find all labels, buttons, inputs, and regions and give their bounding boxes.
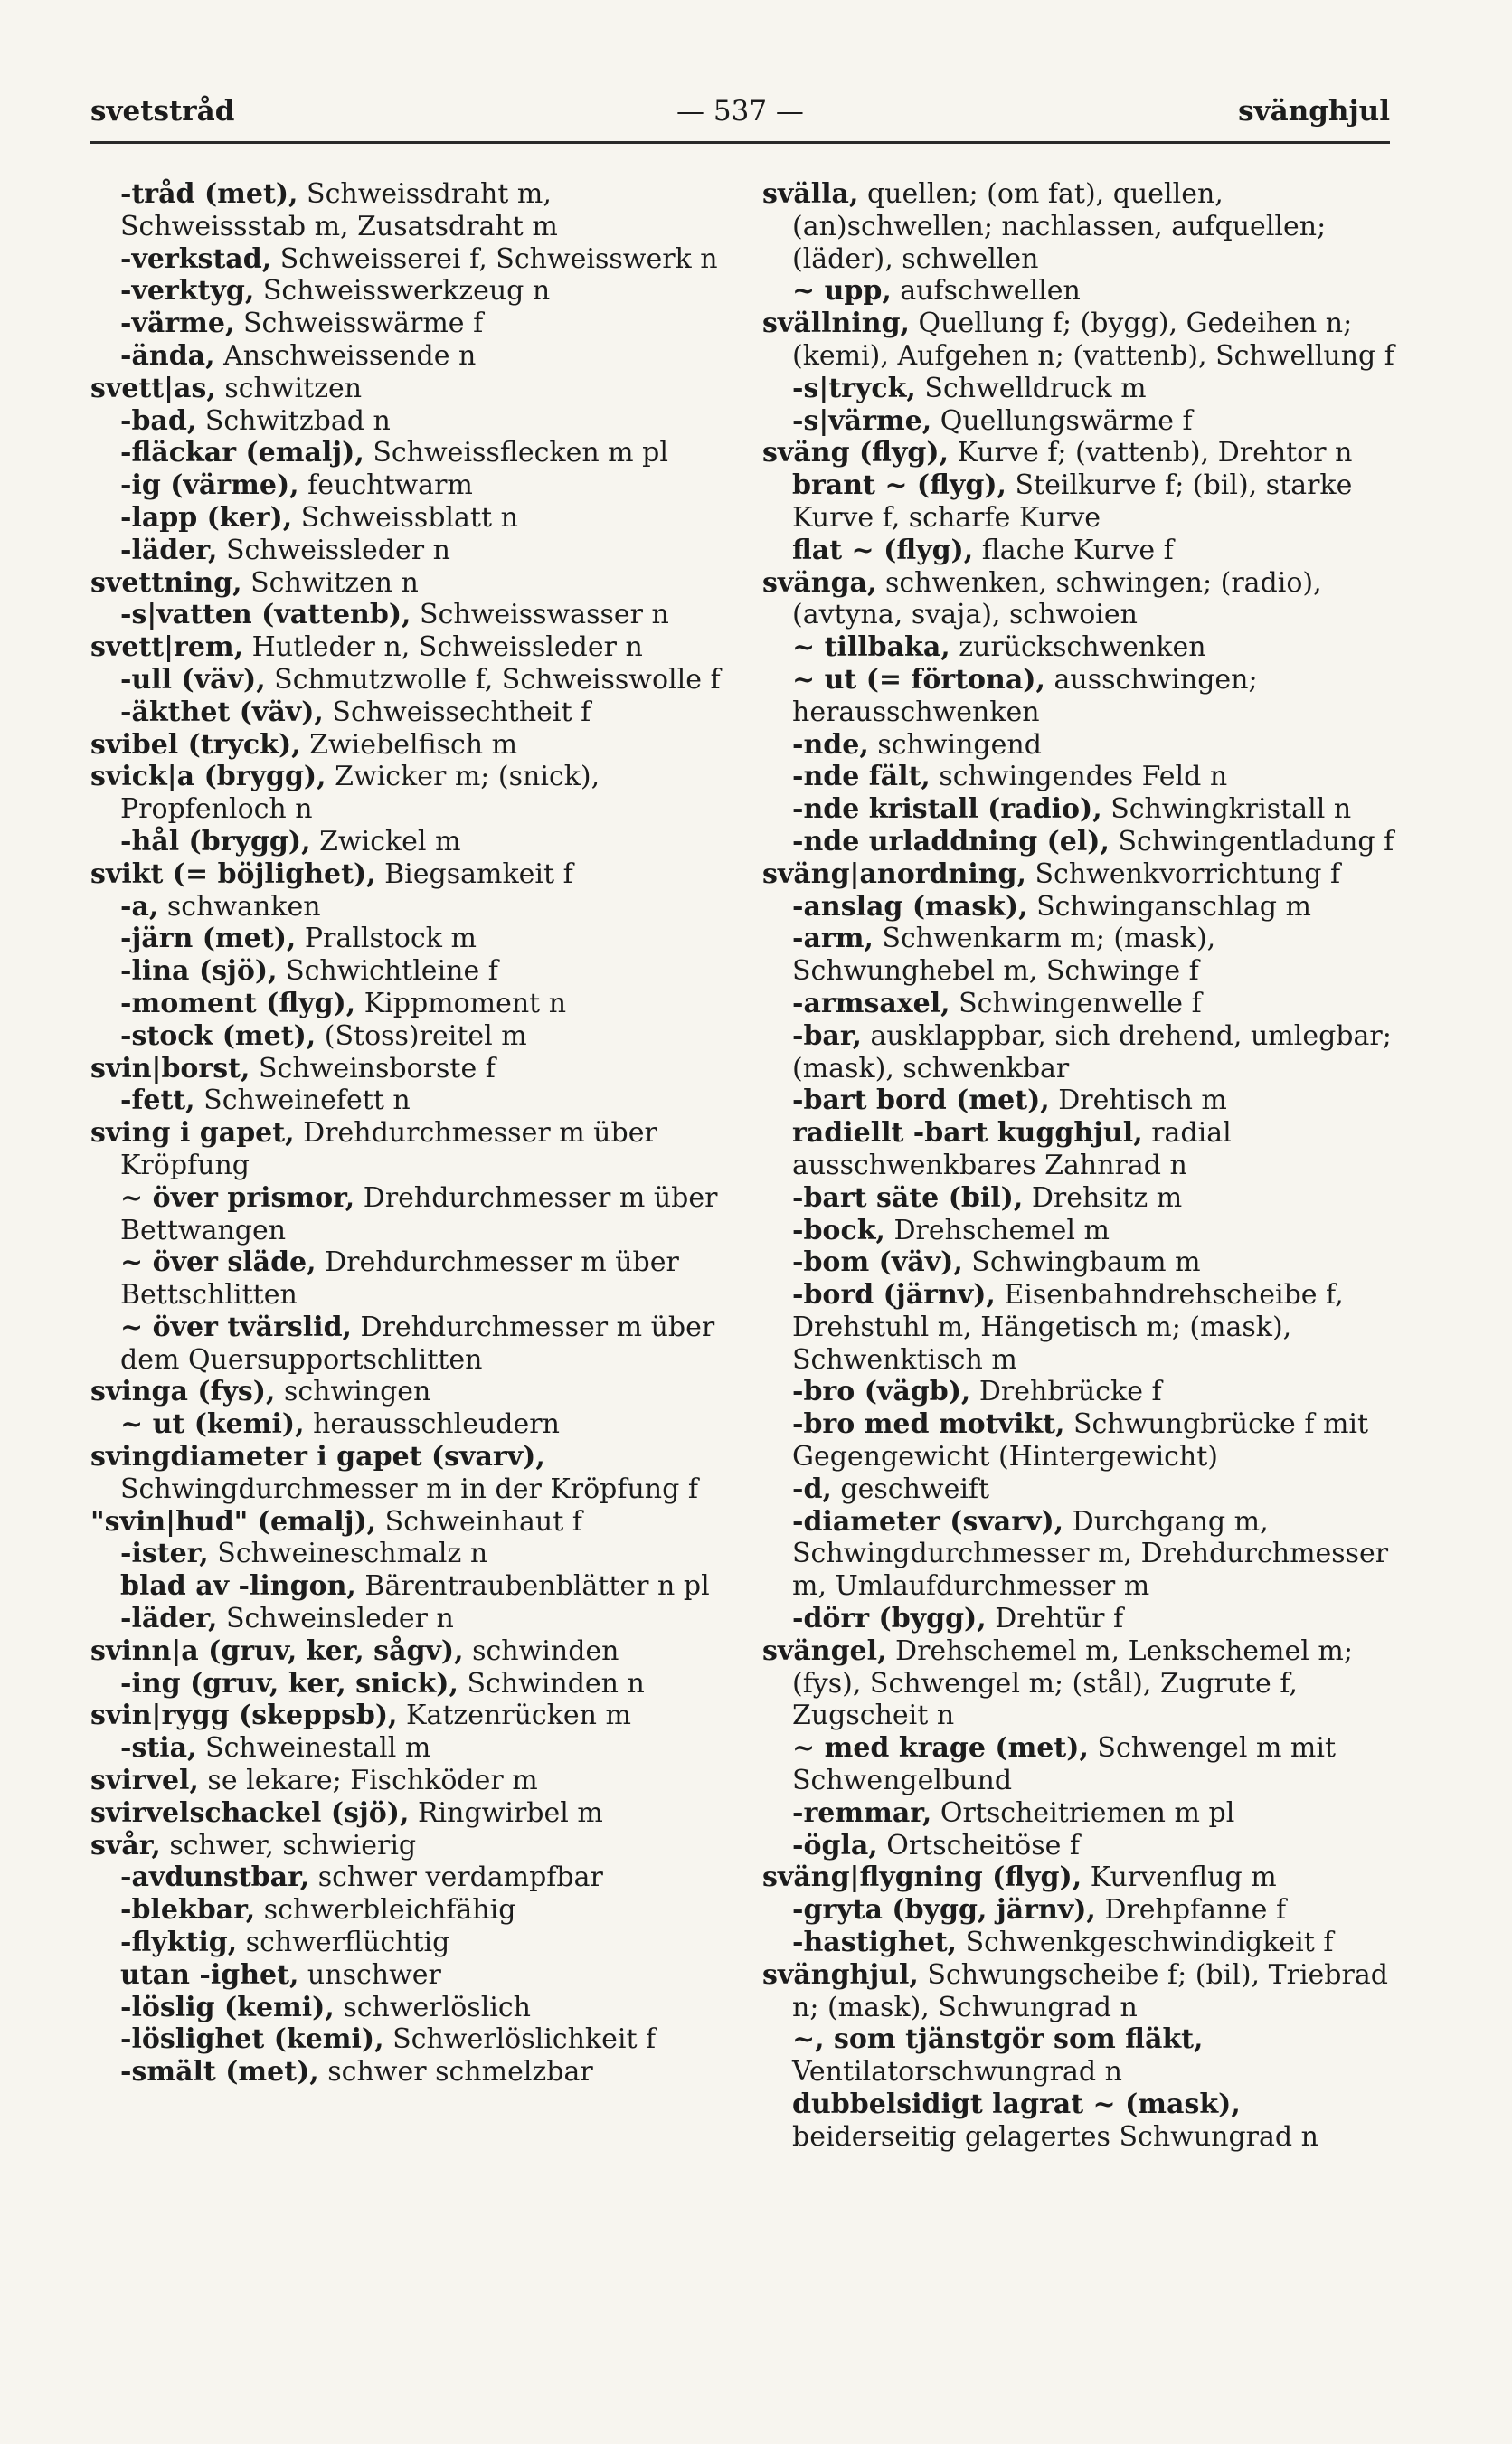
translation: Eisenbahndrehscheibe f, Drehstuhl m, Hängetisch m; (mask), Schwenktisch m bbox=[792, 1279, 1344, 1376]
translation: schwitzen bbox=[215, 372, 363, 404]
translation: (Stoss)reitel m bbox=[316, 1019, 527, 1052]
translation: Durchgang m, Schwingdurchmesser m, Drehdurchmesser m, Umlaufdurchmesser m bbox=[792, 1505, 1389, 1603]
headword: "svin|hud" (emalj), bbox=[90, 1505, 377, 1538]
headword: -tråd (met), bbox=[120, 178, 298, 210]
translation: schwerlöslich bbox=[334, 1991, 532, 2023]
dictionary-subentry bbox=[90, 1668, 723, 1700]
translation: schwer, schwierig bbox=[160, 1829, 417, 1861]
translation: Bärentraubenblätter n pl bbox=[355, 1570, 710, 1603]
translation: Schweissechtheit f bbox=[323, 696, 591, 728]
translation: Schmutzwolle f, Schweisswolle f bbox=[265, 663, 721, 696]
headword: svin|rygg (skeppsb), bbox=[90, 1700, 398, 1732]
dictionary-entry bbox=[762, 308, 1395, 373]
headword: -bro med motvikt, bbox=[792, 1408, 1065, 1441]
translation: Schwichtleine f bbox=[277, 955, 498, 988]
dictionary-subentry bbox=[762, 761, 1395, 793]
translation: Anschweissende n bbox=[214, 339, 477, 372]
headword: -bom (väv), bbox=[792, 1246, 963, 1279]
translation: Drehdurchmesser m über Bettschlitten bbox=[120, 1246, 679, 1312]
dictionary-entry bbox=[762, 858, 1395, 891]
translation: Schweinestall m bbox=[196, 1732, 431, 1765]
translation: Ortscheitriemen m pl bbox=[931, 1796, 1235, 1829]
dictionary-subentry bbox=[762, 1279, 1395, 1376]
translation: Schwinganschlag m bbox=[1027, 890, 1311, 923]
headword: flat ~ (flyg), bbox=[792, 534, 974, 566]
dictionary-subentry bbox=[90, 955, 723, 988]
headword: -nde fält, bbox=[792, 761, 931, 793]
headword: svett|as, bbox=[90, 372, 216, 404]
headword: sväng|flygning (flyg), bbox=[762, 1861, 1082, 1894]
headword: svibel (tryck), bbox=[90, 728, 301, 761]
dictionary-subentry bbox=[90, 340, 723, 373]
dictionary-entry bbox=[90, 1376, 723, 1408]
headword: -fett, bbox=[120, 1085, 195, 1117]
headword: -stock (met), bbox=[120, 1019, 317, 1052]
translation: Schweissflecken m pl bbox=[364, 437, 668, 469]
translation: Hutleder n, Schweissleder n bbox=[243, 631, 643, 664]
headword: ~ över prismor, bbox=[120, 1181, 355, 1214]
translation: Drehpfanne f bbox=[1095, 1894, 1287, 1927]
headword: ~ över släde, bbox=[120, 1246, 317, 1279]
headword: -a, bbox=[120, 890, 159, 923]
dictionary-entry bbox=[90, 373, 723, 405]
translation: schwanken bbox=[158, 890, 321, 923]
page-number: — 537 — bbox=[676, 95, 804, 128]
headword: -s|värme, bbox=[792, 404, 932, 437]
dictionary-subentry bbox=[90, 405, 723, 438]
translation: Drehtür f bbox=[986, 1603, 1124, 1635]
headword: ~ ut (kemi), bbox=[120, 1408, 305, 1441]
headword: -avdunstbar, bbox=[120, 1861, 310, 1894]
dictionary-subentry bbox=[762, 405, 1395, 438]
dictionary-subentry bbox=[762, 631, 1395, 664]
translation: schwingend bbox=[868, 728, 1042, 761]
translation: quellen; (om fat), quellen, (an)schwellen; nachlassen, aufquellen; (läder), schwellen bbox=[792, 178, 1327, 275]
headword: -smält (met), bbox=[120, 2056, 319, 2089]
page-header bbox=[90, 95, 1390, 140]
translation: Schwingenwelle f bbox=[950, 987, 1202, 1019]
headword: svettning, bbox=[90, 566, 242, 599]
headword: -diameter (svarv), bbox=[792, 1505, 1064, 1538]
translation: Steilkurve f; (bil), starke Kurve f, scharfe Kurve bbox=[792, 469, 1353, 534]
headword: -nde urladdning (el), bbox=[792, 825, 1110, 857]
dictionary-subentry bbox=[90, 599, 723, 631]
translation: Drehbrücke f bbox=[970, 1376, 1162, 1408]
left-column bbox=[90, 178, 723, 2089]
translation: Prallstock m bbox=[296, 923, 477, 955]
translation: schwer schmelzbar bbox=[318, 2056, 593, 2089]
translation: Schwingkristall n bbox=[1101, 793, 1352, 826]
dictionary-subentry bbox=[90, 696, 723, 729]
dictionary-entry bbox=[90, 1700, 723, 1732]
headword: -ig (värme), bbox=[120, 469, 299, 502]
translation: aufschwellen bbox=[891, 275, 1081, 308]
translation: unschwer bbox=[298, 1958, 441, 1991]
dictionary-subentry bbox=[90, 275, 723, 308]
headword: -bock, bbox=[792, 1214, 885, 1246]
dictionary-subentry bbox=[90, 1020, 723, 1053]
headword: svingdiameter i gapet (svarv), bbox=[90, 1441, 545, 1473]
dictionary-entry bbox=[90, 631, 723, 664]
headword: -hål (brygg), bbox=[120, 825, 311, 857]
dictionary-entry bbox=[762, 1861, 1395, 1894]
translation: Quellungswärme f bbox=[931, 404, 1193, 437]
translation: schwenken, schwingen; (radio), (avtyna, svaja), schwoien bbox=[792, 566, 1322, 631]
dictionary-entry bbox=[762, 1959, 1395, 2024]
translation: schwinden bbox=[463, 1634, 619, 1667]
dictionary-entry bbox=[762, 437, 1395, 469]
header-rule bbox=[90, 141, 1390, 144]
translation: Quellung f; (bygg), Gedeihen n; (kemi), Aufgehen n; (vattenb), Schwellung f bbox=[792, 308, 1394, 372]
headword: sving i gapet, bbox=[90, 1117, 295, 1150]
headword: -lina (sjö), bbox=[120, 955, 278, 988]
dictionary-subentry bbox=[762, 1927, 1395, 1959]
dictionary-subentry bbox=[90, 1603, 723, 1635]
headword: -anslag (mask), bbox=[792, 890, 1028, 923]
dictionary-subentry bbox=[90, 1408, 723, 1441]
headword: -ister, bbox=[120, 1538, 209, 1570]
translation: Ringwirbel m bbox=[409, 1796, 603, 1829]
dictionary-subentry bbox=[90, 469, 723, 502]
translation: Biegsamkeit f bbox=[375, 857, 573, 890]
translation: beiderseitig gelagertes Schwungrad n bbox=[792, 2120, 1318, 2153]
headword: -s|tryck, bbox=[792, 372, 916, 404]
translation: Schwenkvorrichtung f bbox=[1025, 857, 1341, 890]
translation: Zwicker m; (snick), Propfenloch n bbox=[120, 761, 600, 826]
dictionary-subentry bbox=[762, 793, 1395, 826]
translation: flache Kurve f bbox=[973, 534, 1174, 566]
translation: Zwickel m bbox=[310, 825, 461, 857]
translation: feuchtwarm bbox=[298, 469, 473, 502]
dictionary-subentry bbox=[762, 1830, 1395, 1862]
dictionary-subentry bbox=[90, 891, 723, 924]
dictionary-subentry bbox=[90, 1894, 723, 1927]
translation: Ventilatorschwungrad n bbox=[792, 2056, 1122, 2089]
dictionary-entry bbox=[762, 567, 1395, 632]
headword: svick|a (brygg), bbox=[90, 761, 326, 793]
headword: utan -ighet, bbox=[120, 1958, 299, 1991]
translation: Schwitzbad n bbox=[196, 404, 391, 437]
headword: -bart bord (met), bbox=[792, 1085, 1050, 1117]
dictionary-subentry bbox=[762, 826, 1395, 858]
translation: Schweissblatt n bbox=[292, 501, 518, 534]
headword: ~ över tvärslid, bbox=[120, 1311, 352, 1343]
headword: svinga (fys), bbox=[90, 1376, 276, 1408]
dictionary-subentry bbox=[762, 891, 1395, 924]
dictionary-subentry bbox=[90, 1992, 723, 2024]
headword: svällning, bbox=[762, 308, 910, 340]
dictionary-subentry bbox=[762, 275, 1395, 308]
headword: svänghjul, bbox=[762, 1958, 919, 1991]
headword: -fläckar (emalj), bbox=[120, 437, 364, 469]
dictionary-subentry bbox=[90, 1538, 723, 1570]
dictionary-entry bbox=[90, 729, 723, 762]
dictionary-subentry bbox=[90, 437, 723, 469]
headword: -läder, bbox=[120, 534, 218, 566]
dictionary-subentry bbox=[762, 2089, 1395, 2154]
dictionary-subentry bbox=[90, 1085, 723, 1117]
headword: sväng (flyg), bbox=[762, 437, 950, 469]
translation: herausschleudern bbox=[304, 1408, 560, 1441]
headword: -värme, bbox=[120, 308, 235, 340]
dictionary-subentry bbox=[762, 373, 1395, 405]
dictionary-entry bbox=[90, 1797, 723, 1830]
headword: -bar, bbox=[792, 1019, 862, 1052]
translation: Drehdurchmesser m über dem Quersupportschlitten bbox=[120, 1311, 715, 1376]
dictionary-subentry bbox=[90, 923, 723, 955]
translation: Schweisswerkzeug n bbox=[254, 275, 551, 308]
translation: Drehsitz m bbox=[1023, 1181, 1183, 1214]
headword: -ull (väv), bbox=[120, 663, 266, 696]
translation: Ortscheitöse f bbox=[877, 1829, 1081, 1861]
translation: schwerflüchtig bbox=[237, 1927, 450, 1959]
translation: Schweissdraht m, Schweissstab m, Zusatsdraht m bbox=[120, 178, 558, 242]
translation: Kippmoment n bbox=[355, 987, 567, 1019]
translation: Schweisswasser n bbox=[411, 599, 669, 631]
dictionary-entry bbox=[762, 1635, 1395, 1732]
headword: -verktyg, bbox=[120, 275, 255, 308]
translation: radial ausschwenkbares Zahnrad n bbox=[792, 1117, 1232, 1181]
dictionary-subentry bbox=[90, 1959, 723, 1992]
dictionary-entry bbox=[90, 1441, 723, 1506]
translation: Schweinsborste f bbox=[250, 1052, 496, 1085]
headword: svår, bbox=[90, 1829, 161, 1861]
dictionary-subentry bbox=[762, 664, 1395, 729]
dictionary-subentry bbox=[762, 1376, 1395, 1408]
translation: Drehdurchmesser m über Bettwangen bbox=[120, 1181, 718, 1246]
headword: brant ~ (flyg), bbox=[792, 469, 1006, 502]
dictionary-subentry bbox=[762, 1117, 1395, 1182]
translation: Schwenkgeschwindigkeit f bbox=[957, 1927, 1334, 1959]
headword: ~, som tjänstgör som fläkt, bbox=[792, 2023, 1204, 2056]
headword: ~ upp, bbox=[792, 275, 892, 308]
headword: -järn (met), bbox=[120, 923, 297, 955]
headword: -s|vatten (vattenb), bbox=[120, 599, 411, 631]
translation: Kurvenflug m bbox=[1082, 1861, 1277, 1894]
translation: Schweinefett n bbox=[194, 1085, 411, 1117]
headword: -ända, bbox=[120, 339, 215, 372]
dictionary-subentry bbox=[762, 1020, 1395, 1085]
headword: ~ ut (= förtona), bbox=[792, 663, 1045, 696]
translation: se lekare; Fischköder m bbox=[198, 1765, 538, 1797]
translation: zurückschwenken bbox=[950, 631, 1206, 664]
headword: svängel, bbox=[762, 1634, 887, 1667]
dictionary-subentry bbox=[762, 1603, 1395, 1635]
dictionary-subentry bbox=[762, 1473, 1395, 1506]
headword: -nde kristall (radio), bbox=[792, 793, 1102, 826]
headword: -blekbar, bbox=[120, 1894, 256, 1927]
headword: ~ tillbaka, bbox=[792, 631, 950, 664]
dictionary-subentry bbox=[762, 469, 1395, 535]
dictionary-entry bbox=[90, 858, 723, 891]
headword: -gryta (bygg, järnv), bbox=[792, 1894, 1096, 1927]
headword: -löslig (kemi), bbox=[120, 1991, 335, 2023]
dictionary-subentry bbox=[90, 1570, 723, 1603]
dictionary-entry bbox=[762, 178, 1395, 275]
dictionary-subentry bbox=[90, 826, 723, 858]
dictionary-subentry bbox=[762, 1506, 1395, 1603]
dictionary-subentry bbox=[762, 729, 1395, 762]
dictionary-entry bbox=[90, 1053, 723, 1085]
headword: -flyktig, bbox=[120, 1927, 238, 1959]
dictionary-subentry bbox=[90, 1732, 723, 1765]
dictionary-subentry bbox=[90, 308, 723, 340]
dictionary-entry bbox=[90, 1765, 723, 1797]
header-right-guideword: svänghjul bbox=[1238, 95, 1390, 128]
translation: ausklappbar, sich drehend, umlegbar; (mask), schwenkbar bbox=[792, 1019, 1392, 1085]
headword: -dörr (bygg), bbox=[792, 1603, 987, 1635]
headword: dubbelsidigt lagrat ~ (mask), bbox=[792, 2089, 1241, 2121]
dictionary-subentry bbox=[90, 535, 723, 567]
translation: Katzenrücken m bbox=[397, 1700, 631, 1732]
headword: radiellt -bart kugghjul, bbox=[792, 1117, 1143, 1150]
headword: -d, bbox=[792, 1473, 832, 1505]
headword: svirvelschackel (sjö), bbox=[90, 1796, 410, 1829]
dictionary-subentry bbox=[762, 1182, 1395, 1215]
headword: -remmar, bbox=[792, 1796, 932, 1829]
dictionary-subentry bbox=[90, 1182, 723, 1247]
headword: -stia, bbox=[120, 1732, 197, 1765]
dictionary-entry bbox=[90, 1506, 723, 1539]
dictionary-subentry bbox=[762, 2023, 1395, 2089]
translation: Schwingdurchmesser m in der Kröpfung f bbox=[120, 1473, 698, 1505]
translation: Drehschemel m, Lenkschemel m; (fys), Schwengel m; (stål), Zugrute f, Zugscheit n bbox=[792, 1634, 1353, 1732]
dictionary-entry bbox=[90, 1117, 723, 1182]
dictionary-subentry bbox=[762, 1408, 1395, 1473]
headword: -bad, bbox=[120, 404, 197, 437]
translation: Schwingbaum m bbox=[962, 1246, 1201, 1279]
headword: -armsaxel, bbox=[792, 987, 950, 1019]
dictionary-subentry bbox=[90, 1312, 723, 1377]
translation: Schweineschmalz n bbox=[208, 1538, 488, 1570]
translation: Schweinsleder n bbox=[217, 1603, 454, 1635]
dictionary-entry bbox=[90, 761, 723, 826]
translation: schwingendes Feld n bbox=[930, 761, 1228, 793]
headword: sväng|anordning, bbox=[762, 857, 1026, 890]
translation: Schweissleder n bbox=[217, 534, 450, 566]
headword: -ing (gruv, ker, snick), bbox=[120, 1667, 458, 1700]
dictionary-subentry bbox=[762, 1894, 1395, 1927]
headword: blad av -lingon, bbox=[120, 1570, 356, 1603]
dictionary-subentry bbox=[762, 1732, 1395, 1797]
dictionary-subentry bbox=[90, 2056, 723, 2089]
translation: Schweinhaut f bbox=[376, 1505, 582, 1538]
headword: -bro (vägb), bbox=[792, 1376, 971, 1408]
dictionary-subentry bbox=[90, 243, 723, 276]
dictionary-entry bbox=[90, 1830, 723, 1862]
headword: svin|borst, bbox=[90, 1052, 250, 1085]
translation: Schwerlöslichkeit f bbox=[383, 2023, 657, 2056]
headword: -löslighet (kemi), bbox=[120, 2023, 384, 2056]
dictionary-entry bbox=[90, 1635, 723, 1668]
headword: svikt (= böjlighet), bbox=[90, 857, 376, 890]
translation: Drehschemel m bbox=[884, 1214, 1110, 1246]
headword: -läder, bbox=[120, 1603, 218, 1635]
dictionary-subentry bbox=[90, 1861, 723, 1894]
translation: geschweift bbox=[831, 1473, 990, 1505]
headword: -verkstad, bbox=[120, 242, 272, 275]
translation: Kurve f; (vattenb), Drehtor n bbox=[949, 437, 1353, 469]
dictionary-subentry bbox=[90, 2023, 723, 2056]
headword: svälla, bbox=[762, 178, 859, 210]
translation: Schwengel m mit Schwengelbund bbox=[792, 1732, 1337, 1797]
translation: Schwungscheibe f; (bil), Triebrad n; (mask), Schwungrad n bbox=[792, 1958, 1388, 2023]
headword: -arm, bbox=[792, 923, 874, 955]
dictionary-subentry bbox=[90, 178, 723, 243]
headword: svirvel, bbox=[90, 1765, 199, 1797]
translation: Schwitzen n bbox=[241, 566, 419, 599]
translation: ausschwingen; herausschwenken bbox=[792, 663, 1258, 728]
headword: svänga, bbox=[762, 566, 877, 599]
translation: schwerbleichfähig bbox=[255, 1894, 516, 1927]
translation: Schweisswärme f bbox=[234, 308, 484, 340]
header-left-guideword: svetstråd bbox=[90, 95, 235, 128]
dictionary-subentry bbox=[90, 502, 723, 535]
headword: ~ med krage (met), bbox=[792, 1732, 1089, 1765]
translation: Schwelldruck m bbox=[915, 372, 1147, 404]
right-column bbox=[762, 178, 1395, 2154]
dictionary-subentry bbox=[762, 988, 1395, 1020]
translation: Schweisserei f, Schweisswerk n bbox=[271, 242, 718, 275]
dictionary-subentry bbox=[90, 1927, 723, 1959]
dictionary-subentry bbox=[762, 1085, 1395, 1117]
dictionary-entry bbox=[90, 567, 723, 600]
headword: -lapp (ker), bbox=[120, 501, 293, 534]
translation: Schwenkarm m; (mask), Schwunghebel m, Schwinge f bbox=[792, 923, 1216, 988]
dictionary-subentry bbox=[90, 1246, 723, 1312]
dictionary-subentry bbox=[90, 988, 723, 1020]
dictionary-subentry bbox=[762, 535, 1395, 567]
translation: schwer verdampfbar bbox=[309, 1861, 603, 1894]
dictionary-subentry bbox=[90, 664, 723, 696]
headword: -nde, bbox=[792, 728, 869, 761]
headword: -moment (flyg), bbox=[120, 987, 356, 1019]
headword: -bart säte (bil), bbox=[792, 1181, 1024, 1214]
headword: -äkthet (väv), bbox=[120, 696, 324, 728]
translation: schwingen bbox=[275, 1376, 431, 1408]
headword: svinn|a (gruv, ker, sågv), bbox=[90, 1634, 464, 1667]
headword: svett|rem, bbox=[90, 631, 244, 664]
translation: Drehtisch m bbox=[1049, 1085, 1227, 1117]
headword: -ögla, bbox=[792, 1829, 878, 1861]
headword: -bord (järnv), bbox=[792, 1279, 996, 1312]
dictionary-subentry bbox=[762, 1215, 1395, 1247]
translation: Schwinden n bbox=[458, 1667, 645, 1700]
translation: Zwiebelfisch m bbox=[300, 728, 518, 761]
dictionary-subentry bbox=[762, 1246, 1395, 1279]
dictionary-subentry bbox=[762, 1797, 1395, 1830]
translation: Schwingentladung f bbox=[1109, 825, 1394, 857]
headword: -hastighet, bbox=[792, 1927, 958, 1959]
translation: Schwungbrücke f mit Gegengewicht (Hintergewicht) bbox=[792, 1408, 1369, 1473]
translation: Drehdurchmesser m über Kröpfung bbox=[120, 1117, 657, 1181]
dictionary-subentry bbox=[762, 923, 1395, 988]
